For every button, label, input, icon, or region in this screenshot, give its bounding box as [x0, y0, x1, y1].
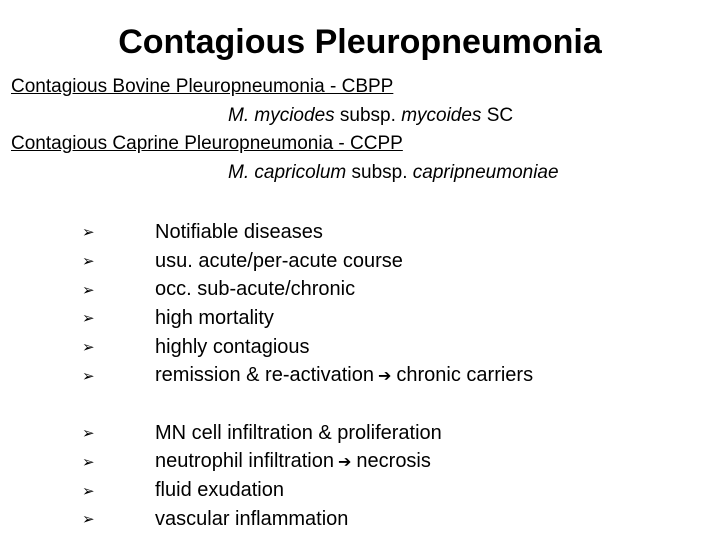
ccpp-heading: Contagious Caprine Pleuropneumonia - CCPP: [11, 133, 403, 154]
bullet-text: high mortality: [155, 306, 274, 329]
ccpp-agent-subsp-word: subsp.: [346, 162, 413, 183]
ccpp-agent-subspecies: capripneumoniae: [412, 162, 559, 183]
bullet-item: [82, 361, 702, 390]
bullet-text-result: necrosis: [356, 450, 431, 473]
bullet-text: fluid exudation: [155, 479, 284, 502]
bullet-text-result: chronic carriers: [396, 364, 534, 387]
bullet-text: highly contagious: [155, 335, 310, 358]
bullet-arrowhead-icon: ➢: [82, 424, 95, 443]
bullet-text: Notifiable diseases: [155, 220, 323, 243]
bullet-arrowhead-icon: ➢: [82, 252, 95, 271]
bullet-item: [82, 247, 702, 276]
bullet-arrowhead-icon: ➢: [82, 223, 95, 242]
features-list: [82, 218, 702, 390]
bullet-item: [82, 333, 702, 362]
bullet-item: [82, 448, 702, 477]
bullet-text: occ. sub-acute/chronic: [155, 278, 356, 301]
slide-title: Contagious Pleuropneumonia: [118, 23, 602, 61]
bullet-text: MN cell infiltration & proliferation: [155, 421, 442, 444]
cbpp-agent-genus: M. myciodes: [228, 105, 335, 126]
bullet-text: vascular inflammation: [155, 507, 349, 530]
bullet-arrowhead-icon: ➢: [82, 280, 95, 299]
bullet-item: [82, 476, 702, 505]
bullet-arrowhead-icon: ➢: [82, 366, 95, 385]
list-gap: [82, 390, 702, 419]
cbpp-agent-subspecies: mycoides: [401, 105, 482, 126]
bullet-arrowhead-icon: ➢: [82, 338, 95, 357]
cbpp-agent-suffix: SC: [481, 105, 514, 126]
cbpp-heading: Contagious Bovine Pleuropneumonia - CBPP: [11, 76, 394, 97]
bullet-item: [82, 419, 702, 448]
bullet-text: usu. acute/per-acute course: [155, 249, 403, 272]
bullet-arrowhead-icon: ➢: [82, 452, 95, 471]
bullet-arrowhead-icon: ➢: [82, 481, 95, 500]
bullet-list: [82, 218, 702, 534]
bullet-arrowhead-icon: ➢: [82, 510, 95, 529]
cbpp-agent: [228, 104, 513, 128]
bullet-item: [82, 218, 702, 247]
bullet-text: neutrophil infiltration: [155, 450, 334, 473]
bullet-item: [82, 275, 702, 304]
pathology-list: [82, 419, 702, 534]
bullet-item: [82, 304, 702, 333]
ccpp-agent-genus: M. capricolum: [228, 162, 347, 183]
bullet-arrowhead-icon: ➢: [82, 309, 95, 328]
bullet-text: remission & re-activation: [155, 364, 374, 387]
ccpp-agent: [228, 161, 559, 185]
bullet-item: [82, 505, 702, 534]
cbpp-agent-subsp-word: subsp.: [334, 105, 402, 126]
right-arrow-icon: ➔: [338, 452, 352, 472]
right-arrow-icon: ➔: [377, 366, 392, 386]
